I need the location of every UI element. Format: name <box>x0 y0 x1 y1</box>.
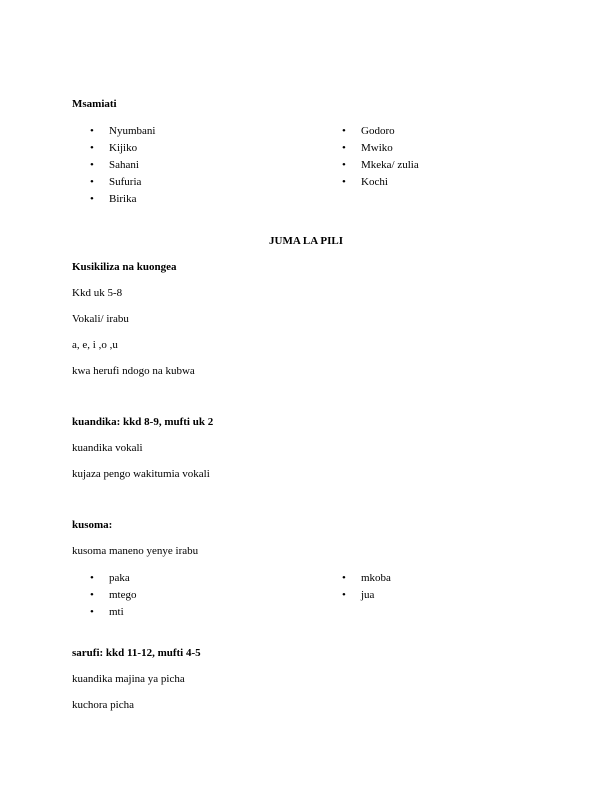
listening-line: Vokali/ irabu <box>72 313 129 325</box>
vocab-heading: Msamiati <box>72 98 117 110</box>
list-item: • mkoba <box>342 570 391 587</box>
vocab-list-right <box>342 123 419 191</box>
vocab-list-left <box>90 123 155 208</box>
grammar-heading: sarufi: kkd 11-12, mufti 4-5 <box>72 647 201 659</box>
list-item: • Sahani <box>90 157 155 174</box>
list-item: • Kijiko <box>90 140 155 157</box>
listening-line: kwa herufi ndogo na kubwa <box>72 365 195 377</box>
list-item: • Sufuria <box>90 174 155 191</box>
reading-intro: kusoma maneno yenye irabu <box>72 545 199 557</box>
list-item: • jua <box>342 587 391 604</box>
list-item: • Birika <box>90 191 155 208</box>
list-item: • Nyumbani <box>90 123 155 140</box>
grammar-line: kuchora picha <box>72 699 134 711</box>
reading-list-left <box>90 570 137 621</box>
list-item: • Kochi <box>342 174 419 191</box>
listening-line: a, e, i ,o ,u <box>72 339 118 351</box>
reading-list-right <box>342 570 391 604</box>
listening-heading: Kusikiliza na kuongea <box>72 261 177 273</box>
list-item: • mtego <box>90 587 137 604</box>
writing-line: kujaza pengo wakitumia vokali <box>72 468 210 480</box>
list-item: • Godoro <box>342 123 419 140</box>
list-item: • Mkeka/ zulia <box>342 157 419 174</box>
grammar-line: kuandika majina ya picha <box>72 673 185 685</box>
listening-line: Kkd uk 5-8 <box>72 287 123 299</box>
list-item: • paka <box>90 570 137 587</box>
reading-heading: kusoma: <box>72 519 113 531</box>
writing-heading: kuandika: kkd 8-9, mufti uk 2 <box>72 416 214 428</box>
writing-line: kuandika vokali <box>72 442 143 454</box>
list-item: • Mwiko <box>342 140 419 157</box>
list-item: • mti <box>90 604 137 621</box>
week-title: JUMA LA PILI <box>269 235 343 247</box>
